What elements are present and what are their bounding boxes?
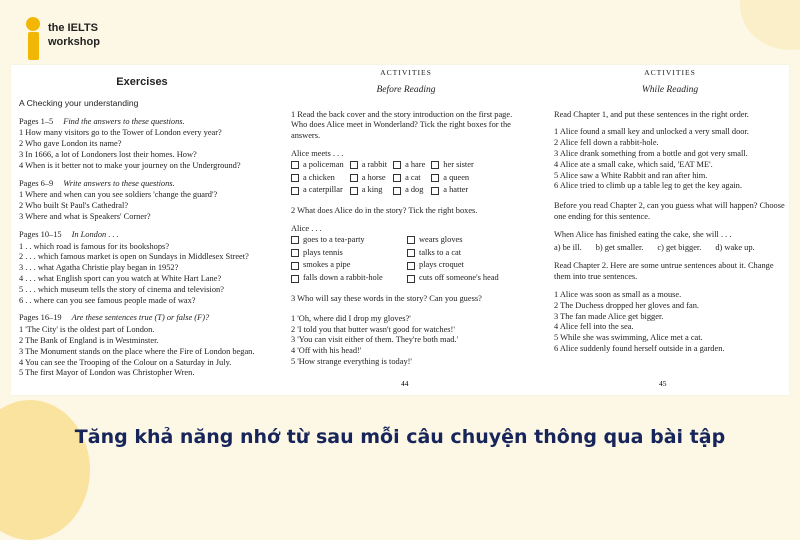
checkbox-option[interactable]: goes to a tea-party [291, 235, 397, 246]
checkbox-option[interactable]: plays croquet [407, 260, 517, 271]
exercises-title: Exercises [116, 76, 168, 88]
exercise-group [19, 117, 265, 172]
checkbox-icon [407, 262, 415, 270]
checkbox-option[interactable]: a cat [393, 173, 425, 184]
checkbox-option[interactable]: a queen [431, 173, 473, 184]
question-item: 3 Where and what is Speakers' Corner? [19, 211, 151, 221]
ielts-workshop-logo [22, 14, 142, 62]
decorative-blob [0, 400, 90, 540]
checkbox-option[interactable]: falls down a rabbit-hole [291, 273, 397, 284]
checkbox-icon [407, 275, 415, 283]
question-item: 5 The first Mayor of London was Christopher Wren. [19, 368, 195, 378]
untrue-item: 2 The Duchess dropped her gloves and fan. [554, 300, 699, 310]
question-item: 6 . . where can you see famous people made of wax? [19, 295, 196, 305]
question-lead: Alice . . . [291, 223, 322, 233]
predict-option[interactable]: d) wake up. [715, 242, 755, 252]
quote-item: 1 'Oh, where did I drop my gloves?' [291, 313, 411, 323]
checkbox-option[interactable]: her sister [431, 160, 473, 171]
question-lead: Alice meets . . . [291, 148, 344, 158]
checkbox-icon [291, 262, 299, 270]
page-number: 45 [659, 379, 667, 388]
checkbox-option[interactable]: a dog [393, 185, 425, 196]
checkbox-option[interactable]: wears gloves [407, 235, 517, 246]
untrue-item: 6 Alice suddenly found herself outside in a garden. [554, 343, 725, 353]
order-item: 2 Alice fell down a rabbit-hole. [554, 138, 659, 148]
quote-item: 5 'How strange everything is today!' [291, 356, 412, 366]
checkbox-option[interactable]: a horse [350, 173, 387, 184]
checkbox-option[interactable]: plays tennis [291, 248, 397, 259]
group-instruction: Write answers to these questions. [63, 178, 175, 188]
activities-header: ACTIVITIES [644, 68, 696, 77]
question-item: 1 'The City' is the oldest part of London. [19, 325, 155, 335]
checkbox-icon [291, 187, 299, 195]
checkbox-option[interactable]: a policeman [291, 160, 344, 171]
checkbox-icon [291, 249, 299, 257]
untrue-item: 1 Alice was soon as small as a mouse. [554, 289, 682, 299]
question-item: 4 When is it better not to make your journey on the Underground? [19, 160, 241, 170]
exercise-group [19, 313, 265, 379]
quote-item: 4 'Off with his head!' [291, 346, 362, 356]
group-pages: Pages 16–19 [19, 313, 62, 323]
question-2: 2 What does Alice do in the story? Tick the right boxes. [291, 206, 478, 216]
checkbox-grid [291, 160, 521, 196]
caption-text: Tăng khả năng nhớ từ sau mỗi câu chuyện thông qua bài tập [74, 426, 726, 448]
logo-dot-icon [26, 17, 40, 31]
question-item: 1 . . which road is famous for its bookshops? [19, 241, 170, 251]
predict-lead: When Alice has finished eating the cake, she will . . . [554, 229, 732, 239]
group-instruction: Find the answers to these questions. [63, 116, 185, 126]
book-pages-image [11, 65, 789, 395]
question-1: 1 Read the back cover and the story introduction on the first page. Who does Alice meet in Wonderland? Tick the right boxes for the answers. [291, 109, 513, 141]
exercise-group [19, 179, 265, 223]
order-item: 3 Alice drank something from a bottle and got very small. [554, 148, 748, 158]
checkbox-icon [431, 174, 439, 182]
checkbox-option[interactable]: a king [350, 185, 387, 196]
group-pages: Pages 6–9 [19, 178, 54, 188]
question-item: 1 Where and when can you see soldiers 'change the guard'? [19, 190, 218, 200]
question-item: 5 . . . which museum tells the story of cinema and television? [19, 284, 224, 294]
question-item: 3 The Monument stands on the place where the Fire of London began. [19, 346, 255, 356]
checkbox-icon [291, 275, 299, 283]
exercises-page [11, 65, 273, 386]
group-pages: Pages 1–5 [19, 116, 54, 126]
checkbox-icon [291, 161, 299, 169]
predict-instruction: Before you read Chapter 2, can you guess what will happen? Choose one ending for this sentence. [554, 201, 785, 221]
order-item: 6 Alice tried to climb up a table leg to get the key again. [554, 181, 742, 191]
predict-option[interactable]: b) get smaller. [595, 242, 644, 252]
checkbox-icon [350, 187, 358, 195]
group-instruction: In London . . . [71, 229, 119, 239]
order-item: 4 Alice ate a small cake, which said, 'EAT ME'. [554, 159, 713, 169]
exercise-group [19, 230, 265, 307]
group-instruction: Are these sentences true (T) or false (F)? [71, 313, 210, 323]
section-title: While Reading [641, 84, 699, 95]
question-item: 2 . . . which famous market is open on Sundays in Middlesex Street? [19, 252, 249, 262]
question-item: 2 Who gave London its name? [19, 139, 122, 149]
order-item: 1 Alice found a small key and unlocked a very small door. [554, 127, 749, 137]
predict-option[interactable]: a) be ill. [554, 242, 582, 252]
before-reading-page [291, 65, 521, 368]
checkbox-icon [407, 236, 415, 244]
predict-options [554, 243, 786, 254]
question-item: 3 In 1666, a lot of Londoners lost their homes. How? [19, 149, 197, 159]
checkbox-icon [431, 161, 439, 169]
while-reading-page [554, 65, 786, 355]
checkbox-icon [407, 249, 415, 257]
untrue-item: 3 The fan made Alice get bigger. [554, 311, 664, 321]
checkbox-icon [431, 187, 439, 195]
logo-bar-icon [28, 32, 39, 60]
checkbox-option[interactable]: a caterpillar [291, 185, 344, 196]
checkbox-grid [291, 235, 521, 284]
checkbox-icon [291, 236, 299, 244]
question-item: 1 How many visitors go to the Tower of London every year? [19, 128, 222, 138]
question-item: 2 Who built St Paul's Cathedral? [19, 201, 129, 211]
checkbox-icon [393, 187, 401, 195]
question-item: 4 You can see the Trooping of the Colour on a Saturday in July. [19, 357, 232, 367]
quote-item: 2 'I told you that butter wasn't good for watches!' [291, 324, 455, 334]
checkbox-icon [350, 174, 358, 182]
question-item: 2 The Bank of England is in Westminster. [19, 335, 159, 345]
decorative-blob-top [740, 0, 800, 50]
checkbox-option[interactable]: a rabbit [350, 160, 387, 171]
checkbox-option[interactable]: smokes a pipe [291, 260, 397, 271]
untrue-item: 4 Alice fell into the sea. [554, 322, 634, 332]
checkbox-icon [350, 161, 358, 169]
predict-option[interactable]: c) get bigger. [657, 242, 702, 252]
logo-text-line2: workshop [48, 36, 100, 48]
order-instruction: Read Chapter 1, and put these sentences in the right order. [554, 109, 749, 119]
order-item: 5 Alice saw a White Rabbit and ran after him. [554, 170, 708, 180]
checkbox-option[interactable]: talks to a cat [407, 248, 517, 259]
question-item: 3 . . . what Agatha Christie play began in 1952? [19, 263, 179, 273]
exercises-section: A Checking your understanding [19, 97, 139, 108]
checkbox-icon [393, 161, 401, 169]
page-number: 44 [401, 379, 409, 388]
quote-item: 3 'You can visit either of them. They're both mad.' [291, 335, 459, 345]
checkbox-icon [291, 174, 299, 182]
section-title: Before Reading [376, 84, 436, 95]
untrue-instruction: Read Chapter 2. Here are some untrue sentences about it. Change them into true sentences. [554, 261, 774, 282]
checkbox-option[interactable]: a hatter [431, 185, 473, 196]
group-pages: Pages 10–15 [19, 229, 62, 239]
activities-header: ACTIVITIES [380, 68, 432, 77]
checkbox-option[interactable]: a chicken [291, 173, 344, 184]
checkbox-icon [393, 174, 401, 182]
checkbox-option[interactable]: a hare [393, 160, 425, 171]
logo-text-line1: the IELTS [48, 22, 98, 34]
question-3: 3 Who will say these words in the story? Can you guess? [291, 293, 482, 303]
untrue-item: 5 While she was swimming, Alice met a cat. [554, 333, 703, 343]
question-item: 4 . . . what English sport can you watch at White Hart Lane? [19, 273, 222, 283]
checkbox-option[interactable]: cuts off someone's head [407, 273, 517, 284]
